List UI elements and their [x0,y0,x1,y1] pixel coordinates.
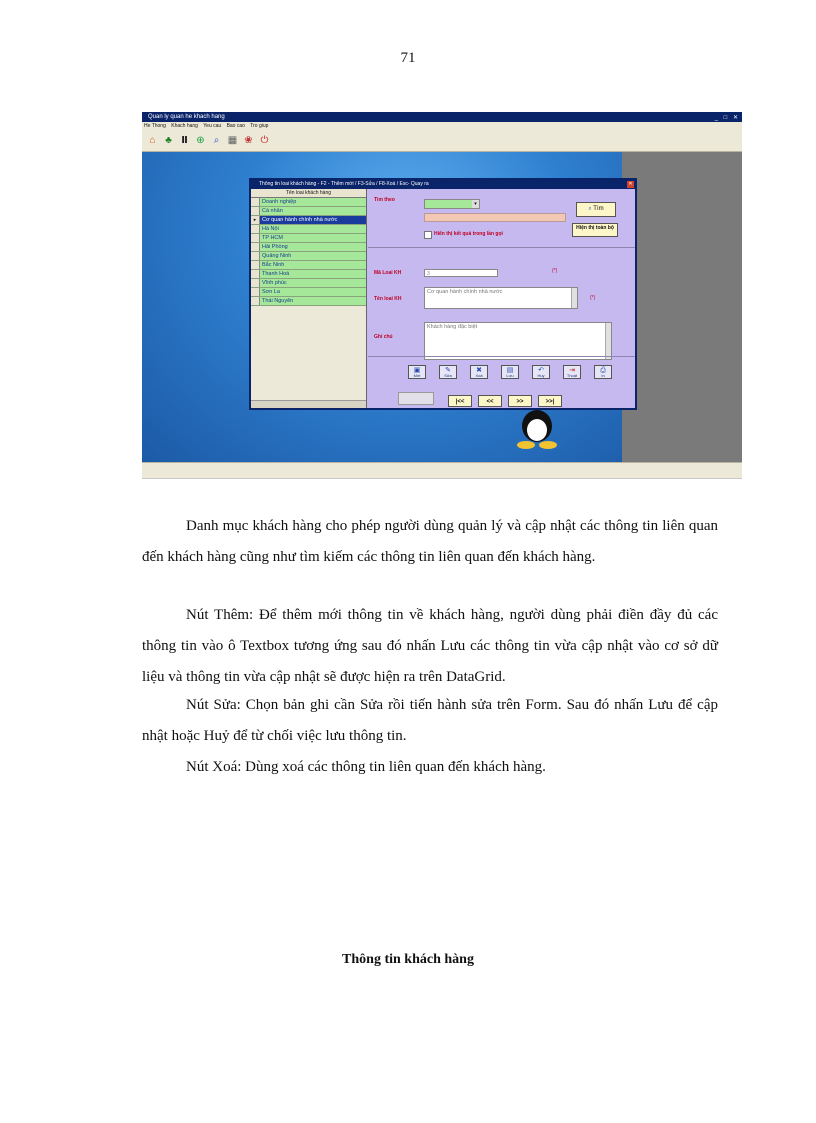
penguin-icon [512,404,562,450]
exit-icon[interactable]: ⏻ [260,135,269,146]
add-icon[interactable]: ⊕ [196,135,205,146]
show-results-checkbox[interactable] [424,231,432,239]
grid-row[interactable]: Hà Nội [251,225,366,234]
ten-loai-label: Tên loai KH [374,296,402,302]
grid-row[interactable]: TP HCM [251,234,366,243]
record-indicator [398,392,434,405]
menu-tro-giup[interactable]: Tro giup [250,123,269,129]
app-title-bar [142,112,742,122]
delete-icon: ✖ [476,367,482,374]
next-record-button[interactable]: >> [508,395,532,407]
edit-button[interactable]: ✎ Sửa [439,365,457,379]
customer-type-grid [251,189,367,408]
checkbox-label: Hiển thị kết quả trong lần gọi [434,231,503,237]
ghi-chu-label: Ghi chú [374,334,393,340]
textarea-scrollbar [605,323,611,359]
exit-button[interactable]: ⇥ Thoát [563,365,581,379]
customer-type-dialog [249,178,637,410]
window-controls[interactable]: _ □ ✕ [714,115,740,121]
grid-row[interactable]: Thái Nguyên [251,297,366,306]
textarea-scrollbar [571,288,577,308]
divider [368,247,635,248]
first-record-button[interactable]: |<< [448,395,472,407]
cancel-button[interactable]: ↶ Huỷ [532,365,550,379]
grid-row[interactable]: Sơn La [251,288,366,297]
grid-row[interactable]: Thanh Hoá [251,270,366,279]
last-record-button[interactable]: >>| [538,395,562,407]
menu-he-thong[interactable]: He Thong [144,123,166,129]
save-button[interactable]: ▤ Lưu [501,365,519,379]
grid-row[interactable]: Doanh nghiệp [251,198,366,207]
row-indicator-icon: ▸ [251,216,260,224]
grid-row[interactable]: Cá nhân [251,207,366,216]
application-screenshot [142,112,742,479]
dialog-title: Thông tin loai khách hàng - F2 - Thêm mới / F3-Sửa / F8-Xoá / Esc- Quay ra [259,181,429,187]
search-by-select[interactable] [424,199,480,209]
required-mark: (*) [552,268,558,274]
users-icon[interactable]: ♣ [165,135,172,146]
edit-icon: ✎ [445,367,451,374]
dialog-title-bar [251,180,635,189]
paragraph-edit-button: Nút Sửa: Chọn bản ghi cần Sửa rồi tiến hành sửa trên Form. Sau đó nhấn Lưu để cập nhật hoặc Huỷ để từ chối việc lưu thông tin. [142,697,718,744]
required-mark: (*) [590,295,596,301]
menu-bar [142,122,742,131]
chevron-down-icon: ▾ [472,200,479,208]
toolbar [142,131,742,152]
save-icon: ▤ [506,367,514,374]
search-by-label: Tìm theo [374,197,395,203]
divider [368,356,635,357]
ma-loai-input[interactable]: 3 [424,269,498,277]
search-icon[interactable]: ⌕ [213,135,220,146]
menu-khach-hang[interactable]: Khach hang [171,123,198,129]
print-button[interactable]: ⎙ In [594,365,612,379]
paragraph-description: Danh mục khách hàng cho phép người dùng quản lý và cập nhật các thông tin liên quan đến khách hàng cũng như tìm kiếm các thông tin liên quan đến khách hàng. [142,518,718,565]
cancel-icon: ↶ [538,367,544,374]
search-input[interactable] [424,213,566,222]
help-icon[interactable]: ❀ [244,135,253,146]
ma-loai-label: Mã Loai KH [374,270,402,276]
page-number: 71 [400,50,416,66]
status-bar [142,462,742,479]
close-icon[interactable]: ✕ [628,181,633,187]
app-title: Quan ly quan he khach hang [148,114,225,120]
ten-loai-textarea[interactable]: Cơ quan hành chính nhà nước [424,287,578,309]
delete-button[interactable]: ✖ Xoá [470,365,488,379]
grid-column-header: Tên loai khách hàng [251,189,366,198]
paragraph-delete-button: Nút Xoá: Dùng xoá các thông tin liên quan đến khách hàng. [186,759,546,775]
find-button[interactable]: ⌕ Tìm [576,202,616,217]
paragraph-add-button: Nút Thêm: Để thêm mới thông tin về khách hàng, người dùng phải điền đầy đủ các thông tin vào ô Textbox tương ứng sau đó nhấn Lưu các thông tin vừa cập nhật vào cơ sở dữ liệu và thông tin vừa cập nhật sẽ được hiện ra trên DataGrid. [142,607,718,685]
book-icon[interactable]: Ⅱ [181,135,188,146]
menu-yeu-cau[interactable]: Yeu cau [203,123,222,129]
grid-row[interactable]: Hải Phòng [251,243,366,252]
section-caption: Thông tin khách hàng [342,952,474,967]
show-all-button[interactable]: Hiện thị toàn bộ [572,223,618,237]
grid-row-selected[interactable]: ▸ Cơ quan hành chính nhà nước [251,216,366,225]
magnifier-icon: ⌕ [588,206,592,212]
new-icon: ▣ [413,367,421,374]
grid-row[interactable]: Bắc Ninh [251,261,366,270]
ghi-chu-textarea[interactable]: Khách hàng đặc biệt [424,322,612,360]
exit-icon: ⇥ [569,367,575,374]
home-icon[interactable]: ⌂ [149,135,156,146]
previous-record-button[interactable]: << [478,395,502,407]
menu-bao-cao[interactable]: Bao cao [226,123,245,129]
gray-area [622,152,742,462]
report-icon[interactable]: ▦ [227,135,238,146]
new-button[interactable]: ▣ Mới [408,365,426,379]
grid-row[interactable]: Quảng Ninh [251,252,366,261]
grid-row[interactable]: Vĩnh phúc [251,279,366,288]
print-icon: ⎙ [600,367,606,374]
grid-horizontal-scrollbar[interactable] [251,400,366,408]
